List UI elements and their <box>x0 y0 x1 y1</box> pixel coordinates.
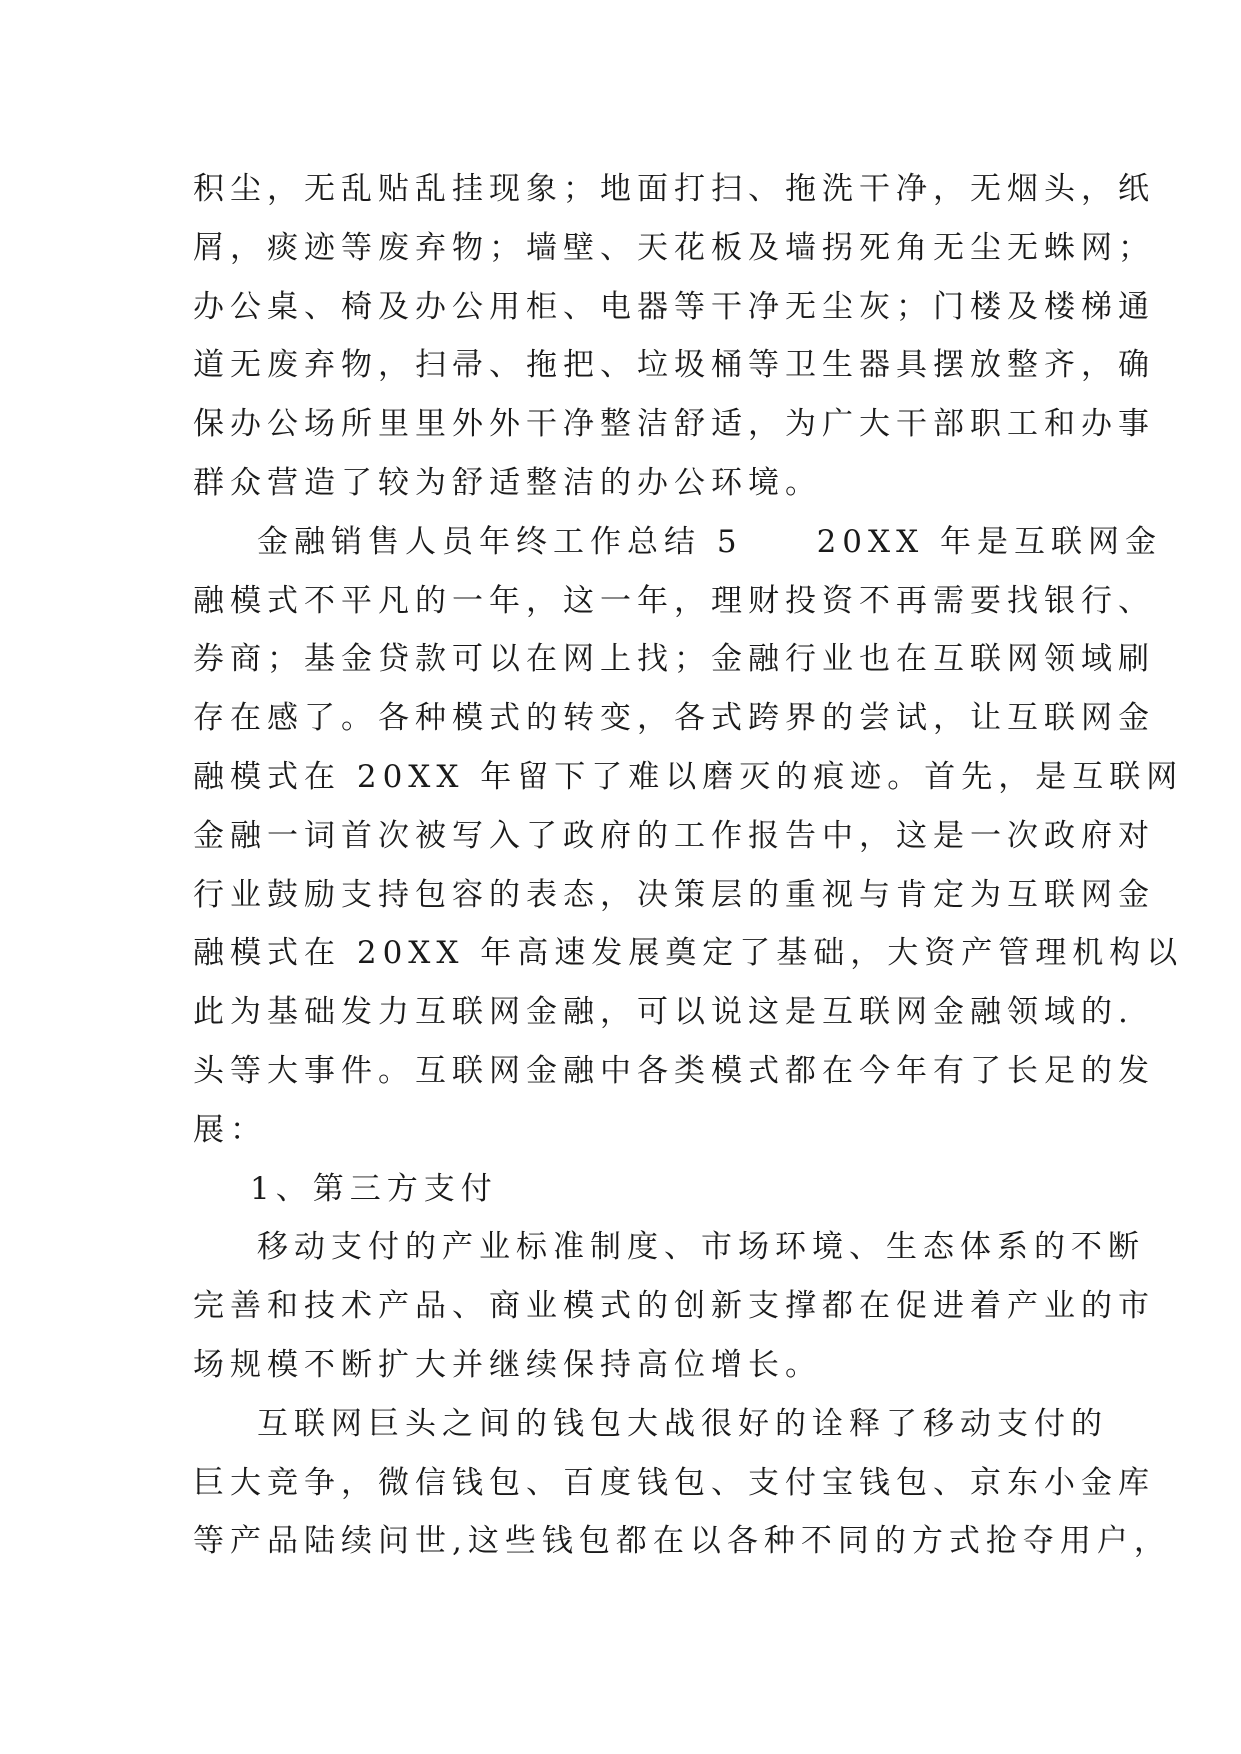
text-line: 积尘，无乱贴乱挂现象；地面打扫、拖洗干净，无烟头，纸 <box>193 171 1155 207</box>
paragraph-start-line: 互联网巨头之间的钱包大战很好的诠释了移动支付的 <box>257 1405 1108 1442</box>
section-heading-line: 金融销售人员年终工作总结 5 20XX 年是互联网金 <box>257 523 1163 560</box>
paragraph-start-line: 移动支付的产业标准制度、市场环境、生态体系的不断 <box>257 1229 1145 1266</box>
document-body <box>193 160 1184 1571</box>
text-line: 存在感了。各种模式的转变，各式跨界的尝试，让互联网金 <box>193 700 1155 737</box>
text-line: 融模式在 20XX 年高速发展奠定了基础，大资产管理机构以 <box>193 935 1184 972</box>
text-line: 金融一词首次被写入了政府的工作报告中，这是一次政府对 <box>193 817 1155 854</box>
text-line: 完善和技术产品、商业模式的创新支撑都在促进着产业的市 <box>193 1288 1155 1325</box>
text-line: 此为基础发力互联网金融，可以说这是互联网金融领域的. <box>193 994 1134 1031</box>
text-line: 巨大竞争，微信钱包、百度钱包、支付宝钱包、京东小金库 <box>193 1464 1155 1501</box>
text-line: 展： <box>193 1111 267 1148</box>
text-line: 等产品陆续问世,这些钱包都在以各种不同的方式抢夺用户， <box>193 1523 1171 1560</box>
text-line: 保办公场所里里外外干净整洁舒适，为广大干部职工和办事 <box>193 406 1155 443</box>
text-line: 行业鼓励支持包容的表态，决策层的重视与肯定为互联网金 <box>193 876 1155 913</box>
list-item-heading: 1、第三方支付 <box>250 1170 498 1207</box>
text-line: 融模式在 20XX 年留下了难以磨灭的痕迹。首先，是互联网 <box>193 758 1184 795</box>
text-line: 群众营造了较为舒适整洁的办公环境。 <box>193 464 822 501</box>
text-line: 头等大事件。互联网金融中各类模式都在今年有了长足的发 <box>193 1052 1155 1089</box>
text-line: 融模式不平凡的一年，这一年，理财投资不再需要找银行、 <box>193 582 1155 619</box>
text-line: 办公桌、椅及办公用柜、电器等干净无尘灰；门楼及楼梯通 <box>193 288 1155 325</box>
text-line: 道无废弃物，扫帚、拖把、垃圾桶等卫生器具摆放整齐，确 <box>193 347 1155 384</box>
text-line: 屑，痰迹等废弃物；墙壁、天花板及墙拐死角无尘无蛛网； <box>193 229 1155 266</box>
text-line: 场规模不断扩大并继续保持高位增长。 <box>193 1346 822 1383</box>
text-line: 券商；基金贷款可以在网上找；金融行业也在互联网领域刷 <box>193 641 1155 678</box>
